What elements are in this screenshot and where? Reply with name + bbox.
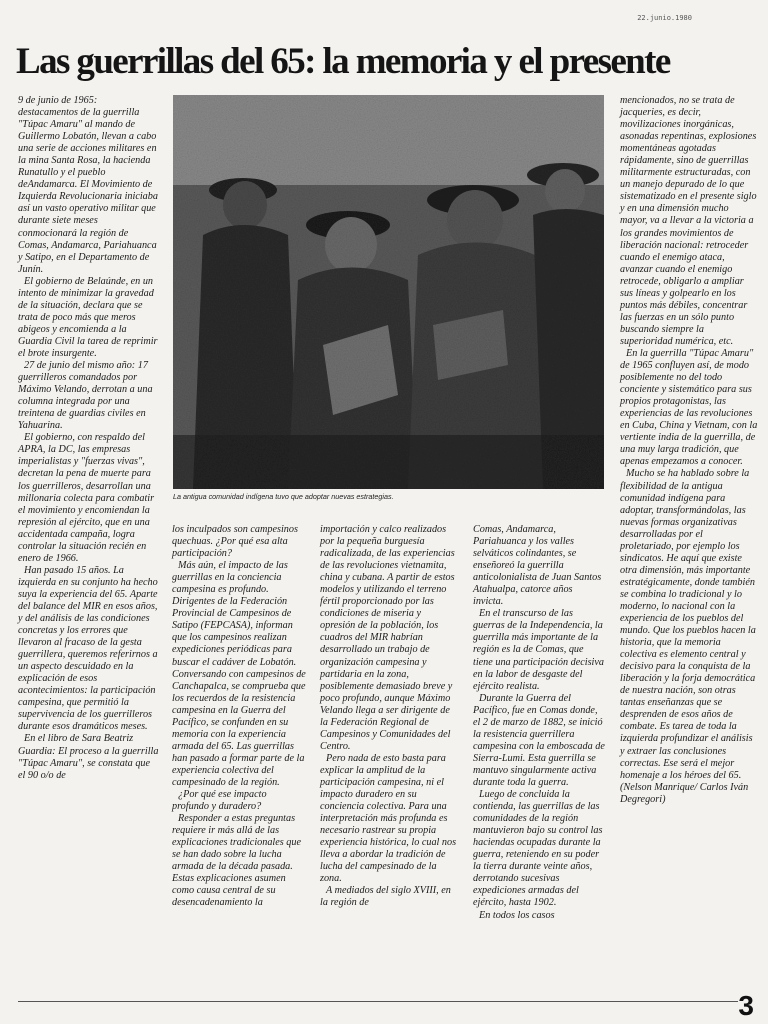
photo-caption: La antigua comunidad indígena tuvo que adoptar nuevas estrategias. <box>173 492 394 501</box>
paragraph: En la guerrilla "Túpac Amaru" de 1965 confluyen así, de modo posiblemente no del todo conciente y sistemático para sus propios protagonistas, las experiencias de las revoluciones en Cuba, China y Vietnam, con la vertiente india de la guerrilla, de una muy larga tradición, que apenas empezamos a conocer. <box>620 347 758 468</box>
paragraph: Comas, Andamarca, Pariahuanca y los valles selváticos colindantes, se enseñoreó la guerrilla anticolonialista de Juan Santos Atahualpa, catorce años invicta. <box>473 524 602 608</box>
paragraph: Responder a estas preguntas requiere ir más allá de las explicaciones tradicionales que se han dado sobre la lucha armada de la década pasada. Estas explicaciones asumen como causa central de su desencadenamiento la <box>172 813 302 909</box>
paragraph: Durante la Guerra del Pacífico, fue en Comas donde, el 2 de marzo de 1882, se inició la resistencia guerrillera campesina con la emboscada de Sierra-Lumi. Esta guerrilla se mantuvo singularmente activa durante toda la guerra. <box>473 692 605 788</box>
paragraph: Mucho se ha hablado sobre la flexibilidad de la antigua comunidad indígena para adoptar, transformándolas, las nuevas formas organizativas desarrolladas por el proletariado, por ejemplo los sindicatos. He aquí que existe otra dimensión, más importante estratégicamente, donde también se combina lo tradicional y lo moderno, lo nacional con la experiencia de los pueblos del mundo. Que los pueblos hacen la historia, que la memoria colectiva es elemento central y decisivo para la conquista de la liberación y la forja democrática de nuestra nación, son otras tantas enseñanzas que se desprenden de esos años de combate. Es tarea de toda la izquierda profundizar el análisis y extraer las conclusiones correctas. Ese será el mejor homenaje a los héroes del 65. (Nelson Manrique/ Carlos Iván Degregori) <box>620 468 756 805</box>
article-column-5 <box>620 95 758 806</box>
paragraph: En el transcurso de las guerras de la Independencia, la guerrilla más importante de la región es la de Comas, que tiene una participación decisiva en la labor de desgaste del ejército realista. <box>473 608 604 692</box>
paragraph: Han pasado 15 años. La izquierda en su conjunto ha hecho suya la experiencia del 65. Aparte del balance del MIR en esos años, y del análisis de las condiciones concretas y los errores que llevaron al fracaso de la gesta guerrillera, queremos referirnos a un aspecto descuidado en la explicación de esos acontecimientos: la participación campesina, que permitió la supervivencia de los guerrilleros durante esos dramáticos meses. <box>18 564 158 733</box>
paragraph: El gobierno de Belaúnde, en un intento de minimizar la gravedad de la situación, declara que se trata de poco más que meros abigeos y encomienda a la Guardia Civil la tarea de reprimir el brote insurgente. <box>18 275 158 359</box>
paragraph: Pero nada de esto basta para explicar la amplitud de la participación campesina, ni el impacto duradero en su conciencia colectiva. Para una interpretación más profunda es necesario rastrear su propia experiencia histórica, lo cual nos lleva a abordar la tradición de lucha del campesinado de la zona. <box>320 752 457 885</box>
paragraph: En todos los casos <box>479 909 555 921</box>
paragraph: El gobierno, con respaldo del APRA, la DC, las empresas imperialistas y "fuerzas vivas", decretan la pena de muerte para los guerrilleros, desarrollan una millonaria colecta para combatir el movimiento y encomiendan la represión al ejército, que en una accidentada campaña, logra controlar la situación recién en enero de 1966. <box>18 432 155 564</box>
paragraph: A mediados del siglo XVIII, en la región de <box>320 885 451 909</box>
article-column-3 <box>320 524 458 910</box>
dateline: 22.junio.1980 <box>637 14 692 22</box>
paragraph: ¿Por qué ese impacto profundo y duradero? <box>172 789 267 813</box>
paragraph: 27 de junio del mismo año: 17 guerrilleros comandados por Máximo Velando, derrotan a una columna integrada por una treintena de guardias civiles en Yahuarina. <box>18 360 153 432</box>
headline: Las guerrillas del 65: la memoria y el presente <box>16 41 670 82</box>
paragraph: Luego de concluida la contienda, las guerrillas de las comunidades de la región mantuvieron bajo su control las haciendas ocupadas durante la guerra, reteniendo en su poder la tierra durante veinte años, derrotando sucesivas expediciones armadas del ejército, hasta 1902. <box>473 789 603 909</box>
paragraph: importación y calco realizados por la pequeña burguesía radicalizada, de las experiencias de las revoluciones vietnamita, china y cubana. A partir de estos modelos y utilizando el terreno fértil proporcionado por las condiciones de miseria y opresión de la población, los cuadros del MIR habrían desarrollado un trabajo de organización campesina y partidaria en la zona, posiblemente demasiado breve y poco profundo, aunque Máximo Velando llega a ser dirigente de la Federación Regional de Campesinos y Comunidades del Centro. <box>320 524 455 752</box>
article-column-4 <box>473 524 605 922</box>
paragraph: mencionados, no se trata de jacqueries, es decir, movilizaciones inorgánicas, asonadas repentinas, explosiones momentáneas agotadas rápidamente, sino de guerrillas militarmente estructuradas, con un manejo depurado de lo que sistematizado en el presente siglo y en una dimensión mucho mayor, va a llevar a la victoria a los grandes movimientos de liberación nacional: retroceder cuando el enemigo ataca, avanzar cuando el enemigo retrocede, obligarlo a ampliar sus líneas y golpearlo en los puntos más débiles, concentrar las fuerzas en un sólo punto buscando siempre la superioridad numérica, etc. <box>620 95 757 347</box>
page-number: 3 <box>738 990 754 1021</box>
article-column-2 <box>172 524 306 910</box>
paragraph: En el libro de Sara Beatriz Guardia: El proceso a la guerrilla "Túpac Amaru", se constata que el 90 o/o de <box>18 733 159 781</box>
paragraph: Más aún, el impacto de las guerrillas en la conciencia campesina es profundo. Dirigentes de la Federación Provincial de Campesinos de Satipo (FEPCASA), informan que los campesinos realizan expediciones periódicas para buscar el cadáver de Lobatón. Conversando con campesinos de Canchapalca, se comprueba que los recuerdos de la resistencia campesina en la Guerra del Pacífico, se confunden en su memoria con la experiencia armada del 65. Las guerrillas han pasado a formar parte de la experiencia colectiva del campesinado de la región. <box>172 560 306 788</box>
paragraph: 9 de junio de 1965: destacamentos de la guerrilla "Túpac Amaru" al mando de Guillermo Lobatón, llevan a cabo una serie de acciones militares en la mina Santa Rosa, la hacienda Runatullo y el pueblo deAndamarca. El Movimiento de Izquierda Revolucionaria iniciaba así un vasto operativo militar que durante siete meses conmocionará la región de Comas, Andamarca, Pariahuanca y Satipo, en el Departamento de Junín. <box>18 95 158 275</box>
guerrilla-photo <box>173 95 604 489</box>
footer-rule <box>18 1001 738 1002</box>
paragraph: los inculpados son campesinos quechuas. ¿Por qué esa alta participación? <box>172 524 298 560</box>
article-column-1 <box>18 95 159 782</box>
